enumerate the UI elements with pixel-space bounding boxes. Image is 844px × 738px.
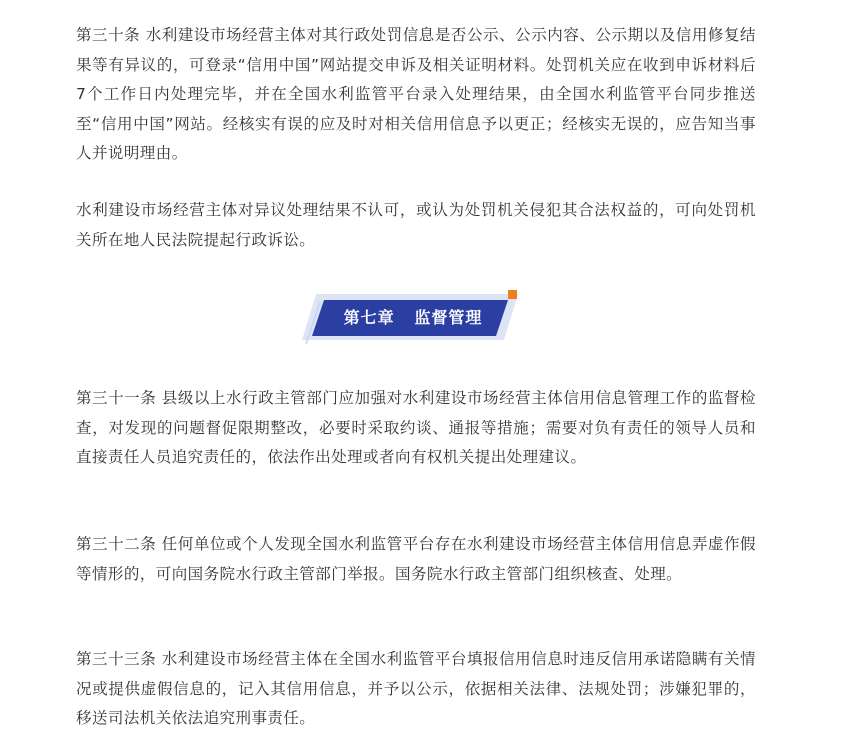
article-30-paragraph: 第三十条 水利建设市场经营主体对其行政处罚信息是否公示、公示内容、公示期以及信用修复结果等有异议的，可登录“信用中国”网站提交申诉及相关证明材料。处罚机关应在收到申诉材料后7个工作日内处理完毕，并在全国水利监管平台录入处理结果，由全国水利监管平台同步推送至“信用中国”网站。经核实有误的应及时对相关信用信息予以更正；经核实无误的，应告知当事人并说明理由。 — [76, 26, 756, 162]
chapter-banner — [302, 290, 524, 346]
article-33-paragraph: 第三十三条 水利建设市场经营主体在全国水利监管平台填报信用信息时违反信用承诺隐瞒有关情况或提供虚假信息的，记入其信用信息，并予以公示，依据相关法律、法规处罚；涉嫌犯罪的，移送司法机关依法追究刑事责任。 — [76, 650, 756, 727]
banner-orange-square — [508, 290, 517, 299]
article-30-continuation-paragraph: 水利建设市场经营主体对异议处理结果不认可，或认为处罚机关侵犯其合法权益的，可向处罚机关所在地人民法院提起行政诉讼。 — [76, 201, 756, 249]
article-32-paragraph: 第三十二条 任何单位或个人发现全国水利监管平台存在水利建设市场经营主体信用信息弄虚作假等情形的，可向国务院水行政主管部门举报。国务院水行政主管部门组织核查、处理。 — [76, 535, 756, 583]
chapter-title: 第七章 监督管理 — [343, 308, 483, 327]
article-31-paragraph: 第三十一条 县级以上水行政主管部门应加强对水利建设市场经营主体信用信息管理工作的监督检查，对发现的问题督促限期整改，必要时采取约谈、通报等措施；需要对负有责任的领导人员和直接责任人员追究责任的，依法作出处理或者向有权机关提出处理建议。 — [76, 389, 756, 466]
